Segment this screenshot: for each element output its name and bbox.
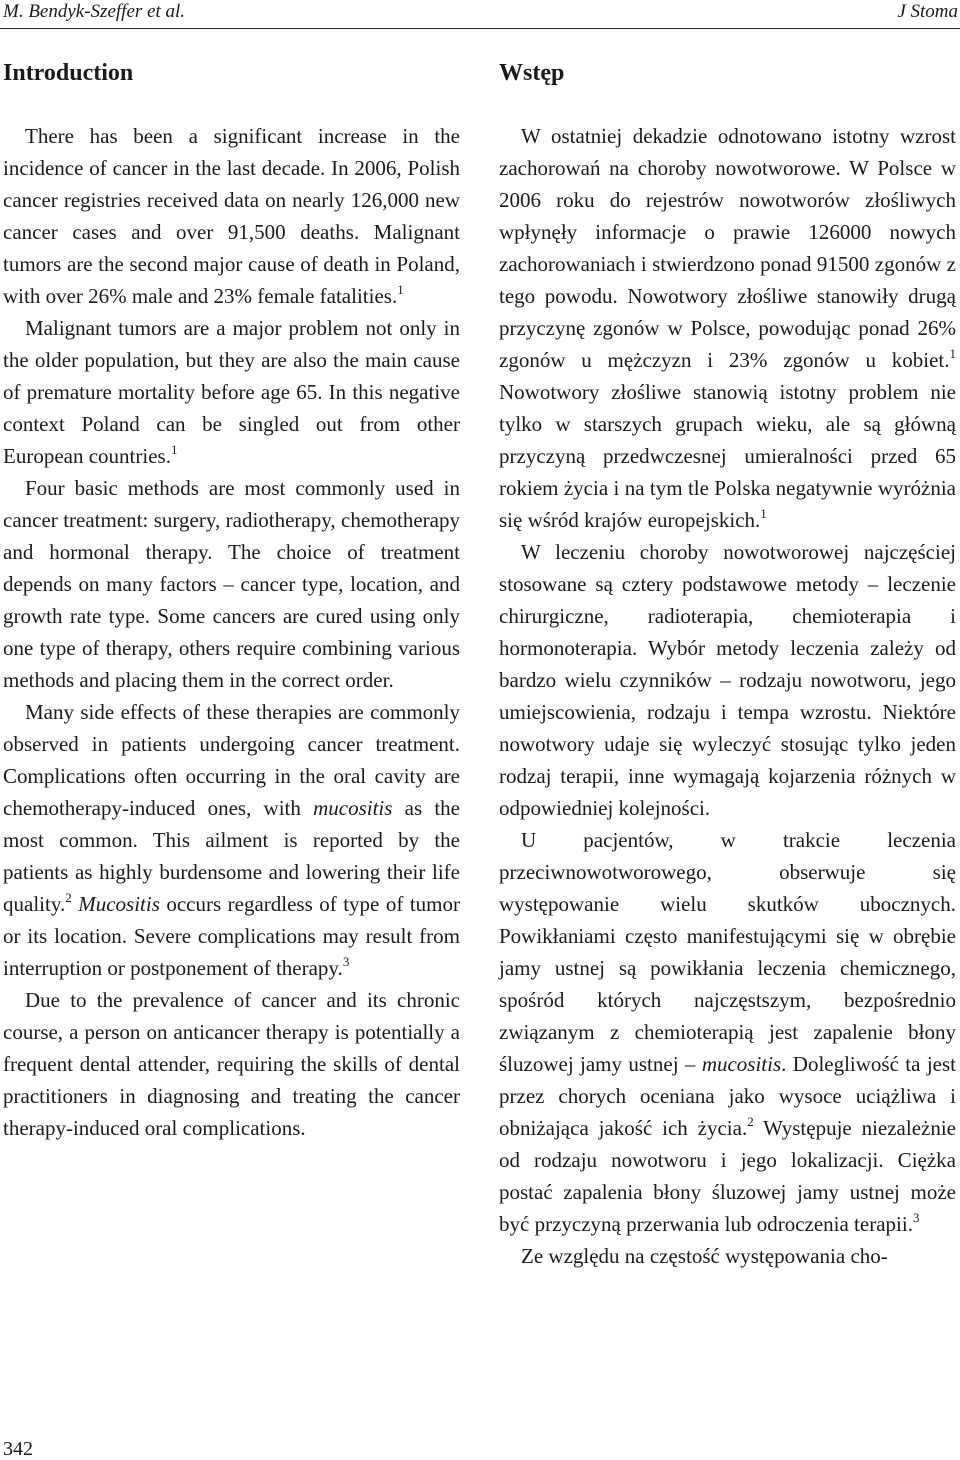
paragraph-3-text-b: . Dolegliwość ta jest przez chorych oceniana jako wysoce uciążliwa i obniżająca jakość ich życia. — [499, 1052, 956, 1140]
term-mucositis: mucositis — [313, 796, 393, 820]
paragraph-4: Ze względu na częstość występowania cho- — [521, 1244, 888, 1268]
term-mucositis: mucositis — [701, 1052, 782, 1076]
running-head-journal: J Stoma — [897, 1, 958, 22]
polish-column — [499, 56, 956, 1272]
citation-ref: 2 — [747, 1114, 754, 1129]
section-heading-introduction: Introduction — [3, 60, 134, 86]
paragraph-2 — [3, 312, 460, 472]
page-number: 342 — [3, 1438, 33, 1460]
paragraph-3: Four basic methods are most commonly used in cancer treatment: surgery, radiotherapy, chemotherapy and hormonal therapy. The choice of treatment depends on many factors – cancer type, location, and growth rate type. Some cancers are cured using only one type of therapy, others require combining various methods and placing them in the correct order. — [3, 476, 460, 692]
running-head — [0, 0, 960, 28]
paragraph-2: W leczeniu choroby nowotworowej najczęściej stosowane są cztery podstawowe metody – leczenie chirurgiczne, radioterapia, chemioterapia i hormonoterapia. Wybór metody leczenia zależy od bardzo wielu czynników – rodzaju nowotworu, jego umiejscowienia, rodzaju i tempa wzrostu. Niektóre nowotwory udaje się wyleczyć stosując tylko jeden rodzaj terapii, inne wymagają kojarzenia różnych w odpowiedniej kolejności. — [499, 540, 956, 820]
english-column — [3, 56, 460, 1144]
paragraph-3-text-a: U pacjentów, w trakcie leczenia przeciwnowotworowego, obserwuje się występowanie wielu skutków ubocznych. Powikłaniami często manifestującymi się w obrębie jamy ustnej są powikłania leczenia chemicznego, spośród których najczęstszym, bezpośrednio związanym z chemioterapią jest zapalenie błony śluzowej jamy ustnej – — [499, 828, 956, 1076]
citation-ref: 1 — [397, 282, 404, 297]
citation-ref: 3 — [912, 1210, 920, 1225]
citation-ref: 1 — [760, 506, 767, 521]
paragraph-1 — [499, 120, 956, 536]
header-rule — [0, 28, 960, 29]
section-heading-wstep: Wstęp — [499, 60, 565, 86]
paragraph-1 — [3, 120, 460, 312]
paragraph-5: Due to the prevalence of cancer and its chronic course, a person on anticancer therapy is potentially a frequent dental attender, requiring the skills of dental practitioners in diagnosing and treating the cancer therapy-induced oral complications. — [3, 988, 460, 1140]
citation-ref: 2 — [65, 890, 72, 905]
paragraph-4-text-c: occurs regardless of type of tumor or its location. Severe complications may result from interruption or postponement of therapy. — [3, 892, 460, 980]
citation-ref: 1 — [949, 346, 956, 361]
paragraph-4 — [3, 696, 460, 984]
running-head-authors: M. Bendyk-Szeffer et al. — [3, 1, 186, 22]
paragraph-1-text: There has been a significant increase in the incidence of cancer in the last decade. In 2006, Polish cancer registries received data on nearly 126,000 new cancer cases and over 91,500 deaths. Malignant tumors are the second major cause of death in Poland, with over 26% male and 23% female fatalities. — [3, 124, 460, 308]
paragraph-2-text: Malignant tumors are a major problem not only in the older population, but they are also the main cause of premature mortality before age 65. In this negative context Poland can be singled out from other European countries. — [3, 316, 460, 468]
citation-ref: 1 — [170, 442, 178, 457]
paragraph-4-text-b: as the most common. This ailment is reported by the patients as highly burdensome and lowering their life quality. — [3, 796, 460, 916]
citation-ref: 3 — [342, 954, 350, 969]
paragraph-1-text-a: W ostatniej dekadzie odnotowano istotny wzrost zachorowań na choroby nowotworowe. W Polsce w 2006 roku do rejestrów nowotworów złośliwych wpłynęły informacje o prawie 126000 nowych zachorowaniach i stwierdzono ponad 91500 zgonów z tego powodu. Nowotwory złośliwe stanowiły drugą przyczynę zgonów w Polsce, powodując ponad 26% zgonów u mężczyzn i 23% zgonów u kobiet. — [499, 124, 956, 372]
paragraph-1-text-b: Nowotwory złośliwe stanowią istotny problem nie tylko w starszych grupach wieku, ale są główną przyczyną przedwczesnej umieralności przed 65 rokiem życia i na tym tle Polska negatywnie wyróżnia się wśród krajów europejskich. — [499, 380, 956, 532]
term-mucositis: Mucositis — [78, 892, 160, 916]
paragraph-3 — [499, 824, 956, 1240]
paragraph-3-text-c: Występuje niezależnie od rodzaju nowotworu i jego lokalizacji. Ciężka postać zapalenia błony śluzowej jamy ustnej może być przyczyną przerwania lub odroczenia terapii. — [499, 1116, 957, 1236]
paragraph-4-text-a: Many side effects of these therapies are commonly observed in patients undergoing cancer treatment. Complications often occurring in the oral cavity are chemotherapy-induced ones, with — [3, 700, 460, 820]
